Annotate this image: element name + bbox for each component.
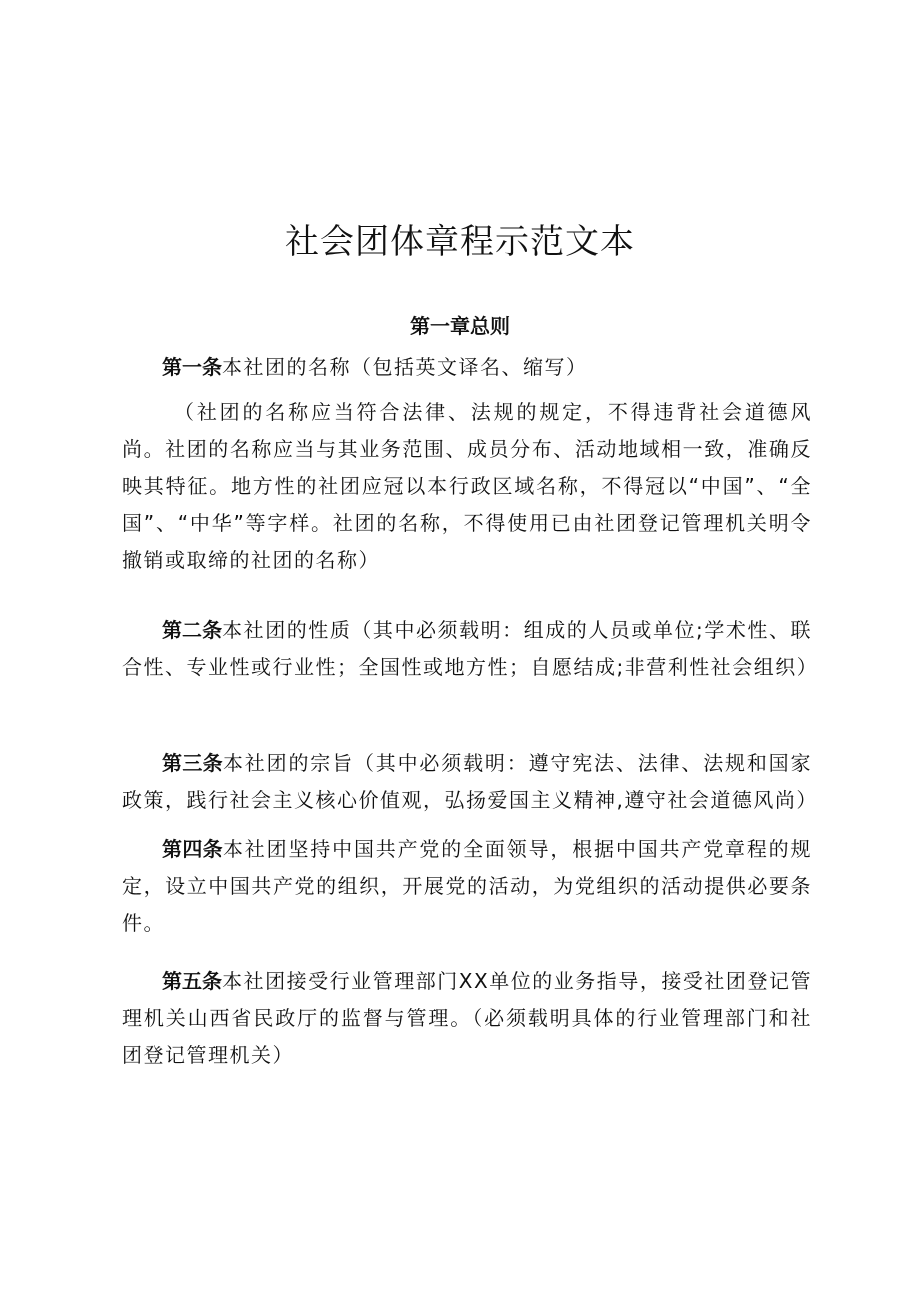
article-label: 第三条: [162, 751, 223, 775]
article-1: [122, 349, 812, 386]
article-3: [122, 745, 818, 819]
article-4: [122, 831, 812, 942]
article-label: 第一条: [162, 355, 222, 379]
article-text: 本社团接受行业管理部门XX单位的业务指导，接受社团登记管理机关山西省民政厅的监督与管理。（必须载明具体的行业管理部门和社团登记管理机关）: [122, 969, 812, 1067]
article-text: 本社团的名称（包括英文译名、缩写）: [222, 355, 588, 379]
article-label: 第二条: [162, 618, 223, 642]
article-1-note: [122, 394, 812, 579]
article-text: 本社团的宗旨（其中必须载明：遵守宪法、法律、法规和国家政策，践行社会主义核心价值观，弘扬爱国主义精神,遵守社会道德风尚）: [122, 751, 818, 812]
article-text: 本社团坚持中国共产党的全面领导，根据中国共产党章程的规定，设立中国共产党的组织，开展党的活动，为党组织的活动提供必要条件。: [122, 837, 813, 935]
article-5: [122, 963, 812, 1074]
article-label: 第五条: [162, 969, 223, 993]
article-text: 本社团的性质（其中必须载明：组成的人员或单位;学术性、联合性、专业性或行业性；全国性或地方性；自愿结成;非营利性社会组织）: [122, 618, 819, 679]
article-2: [122, 612, 819, 686]
document-title: 社会团体章程示范文本: [285, 222, 635, 262]
article-note-text: （社团的名称应当符合法律、法规的规定，不得违背社会道德风尚。社团的名称应当与其业务范围、成员分布、活动地域相一致，准确反映其特征。地方性的社团应冠以本行政区域名称，不得冠以“中国”、“全国”、“中华”等字样。社团的名称，不得使用已由社团登记管理机关明令撤销或取缔的社团的名称）: [122, 400, 812, 572]
chapter-heading: 第一章总则: [410, 314, 510, 338]
article-label: 第四条: [162, 837, 223, 861]
